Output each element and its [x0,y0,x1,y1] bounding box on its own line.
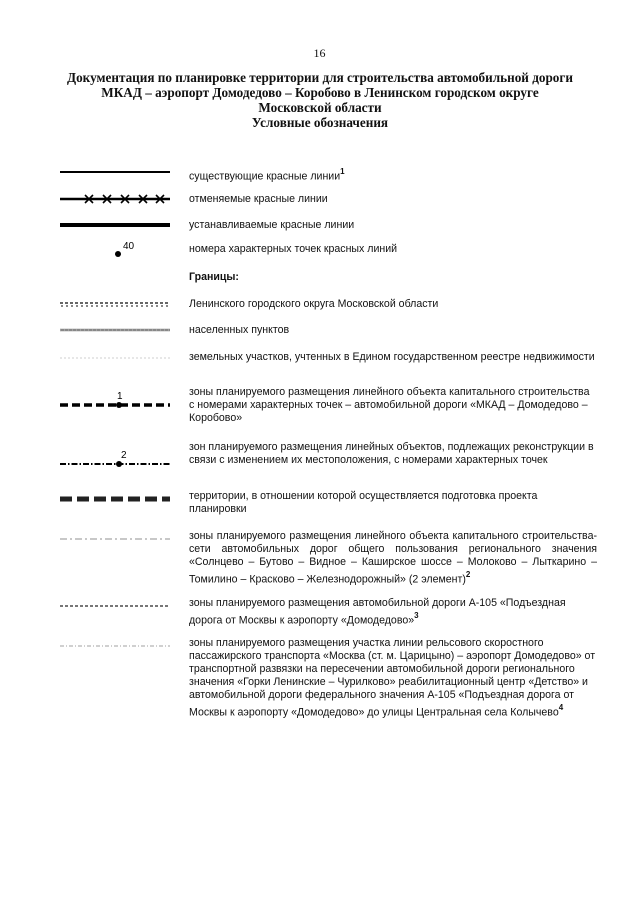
footnote-marker: 2 [465,570,471,579]
symbol-cancelled-red-line [60,190,172,208]
symbol-district-boundary [60,296,172,314]
legend-text-district-boundary: Ленинского городского округа Московской области [189,298,439,310]
boundaries-heading: Границы: [189,271,239,283]
legend-text-existing-red-lines: существующие красные линии$^1$ [189,167,345,183]
legend-text-established-red-lines: устанавливаемые красные линии [189,219,355,231]
legend-text-land-plots-boundary: земельных участков, учтенных в Едином государственном реестре недвижимости [189,351,595,363]
symbol-land-plots-boundary [60,350,172,368]
reconstruction-point-label: 2 [121,450,127,461]
footnote-marker: 3 [414,611,419,620]
legend-text-settlements-boundary: населенных пунктов [189,324,290,336]
legend-text-reconstruction-zone: зон планируемого размещения линейных объектов, подлежащих реконструкции в связи с изменением их местоположения, с номерами характерных точек [189,441,594,466]
legend-text-regional-roads-zone: зоны планируемого размещения линейного объекта капитального строительства- сети автомобильных дорог общего пользования регионального значения «Солнцево – Бутово – Видное – Каширское шоссе – Молоково – Лыткарино – Томилино – Красково – Железнодорожный» (2 элемент)$^2$ [189,530,597,586]
legend-text-linear-object-zone: зоны планируемого размещения линейного объекта капитального строительства с номерами характерных точек – автомобильной дороги «МКАД – Домодедово – Коробово» [189,386,590,424]
symbol-settlements-boundary [60,322,172,340]
zone-point-label: 1 [117,391,123,402]
symbol-characteristic-point [60,240,172,262]
title-line-3: Московской области [258,100,382,115]
legend-text-cancelled-red-lines: отменяемые красные линии [189,193,328,205]
footnote-marker: 1 [340,167,345,176]
legend-text-point-numbers: номера характерных точек красных линий [189,243,398,255]
symbol-rail-zone [60,637,172,655]
legend-text-project-territory: территории, в отношении которой осуществляется подготовка проекта планировки [189,490,538,515]
title-line-2: МКАД – аэропорт Домодедово – Коробово в Ленинском городском округе [101,85,539,100]
symbol-regional-roads-zone [60,530,172,548]
symbol-linear-object-zone [60,385,172,415]
symbol-a105-zone [60,597,172,615]
point-number-label: 40 [123,241,135,252]
symbol-reconstruction-zone [60,441,172,475]
title-line-4: Условные обозначения [251,115,389,130]
title-line-1: Документация по планировке территории для строительства автомобильной дороги [67,70,573,85]
page-number: 16 [313,46,326,60]
document-title [60,70,580,130]
legend-text-a105-zone: зоны планируемого размещения автомобильной дороги А-105 «Подъездная дорога от Москвы к аэропорту «Домодедово»$^3$ [189,597,566,627]
footnote-marker: 4 [558,703,564,712]
symbol-established-red-line [60,216,172,234]
symbol-project-territory-boundary [60,490,172,508]
legend-text-rail-zone: зоны планируемого размещения участка линии рельсового скоростного пассажирского транспорта «Москва (ст. м. Царицыно) – аэропорт Домодедово» от транспортной развязки на пересечении автомобильной дороги регионального значения «Горки Ленинские – Чурилково» реабилитационный центр «Детство» и автомобильной дороги федерального значения А-105 «Подъездная дорога от Москвы к аэропорту «Домодедово» до улицы Центральная села Колычево$^4$ [189,637,596,719]
symbol-existing-red-line [60,163,172,181]
